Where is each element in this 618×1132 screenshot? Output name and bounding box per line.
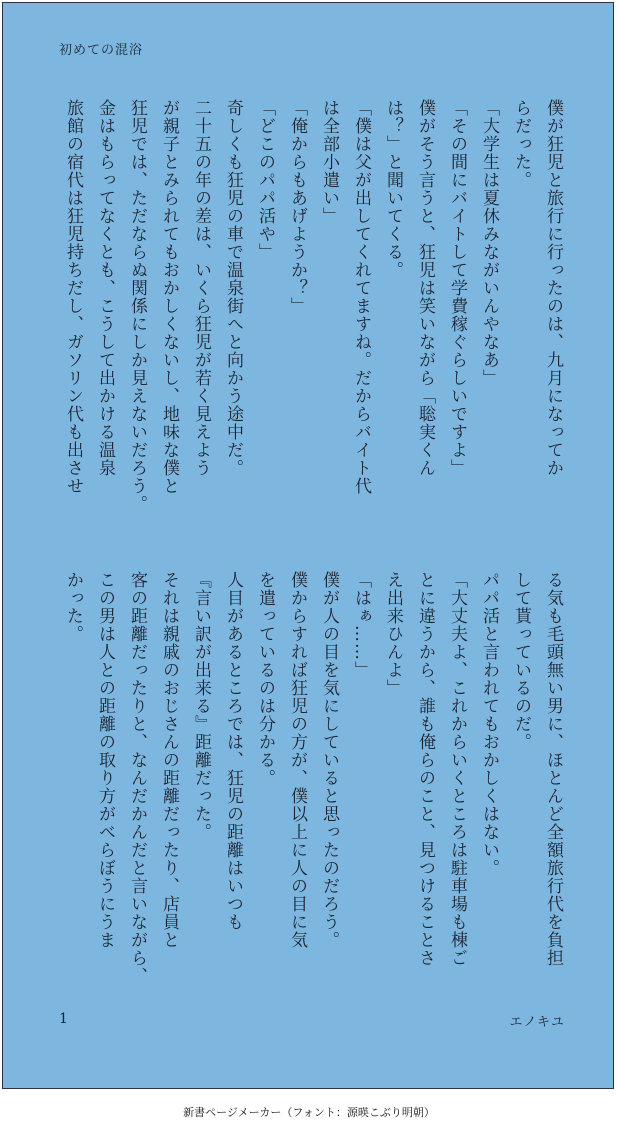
chapter-title: 初めての混浴	[59, 43, 144, 58]
text-column: え出来ひんよ」	[383, 571, 403, 697]
text-column: は全部小遣い」	[319, 99, 339, 225]
text-column: 僕からすれば狂児の方が、僕以上に人の目に気	[287, 571, 307, 949]
text-column: それは親戚のおじさんの距離だったり、店員と	[159, 571, 179, 949]
text-column: 客の距離だったりと、なんだかんだと言いながら、	[127, 571, 147, 985]
text-column: パパ活と言われてもおかしくはない。	[479, 571, 499, 877]
text-column: 二十五の年の差は、いくら狂児が若く見えよう	[191, 99, 211, 477]
text-column: 「大学生は夏休みながいんやなあ」	[479, 99, 499, 387]
text-column: かった。	[63, 571, 83, 643]
text-column: 狂児では、ただならぬ関係にしか見えないだろう。	[127, 99, 147, 513]
text-column: 『言い訳が出来る』距離だった。	[191, 571, 211, 841]
text-column: 「僕は父が出してくれてますね。だからバイト代	[351, 99, 371, 495]
text-block-top	[57, 99, 569, 539]
book-page	[2, 2, 614, 1089]
text-column: 僕が狂児と旅行に行ったのは、九月になってか	[543, 99, 563, 477]
text-column: 「その間にバイトして学費稼ぐらしいですよ」	[447, 99, 467, 477]
text-column: 「俺からもあげようか？」	[287, 99, 307, 315]
text-column: して貰っているのだ。	[511, 571, 531, 751]
text-block-bottom	[57, 571, 569, 991]
text-column: 奇しくも狂児の車で温泉街へと向かう途中だ。	[223, 99, 243, 477]
page-number: 1	[59, 1011, 68, 1027]
text-column: る気も毛頭無い男に、ほとんど全額旅行代を負担	[543, 571, 563, 967]
text-column: 「どこのパパ活や」	[255, 99, 275, 261]
generator-caption: 新書ページメーカー（フォント：源暎こぶり明朝）	[183, 1106, 435, 1119]
text-column: 人目があるところでは、狂児の距離はいつも	[223, 571, 243, 931]
text-column: を遣っているのは分かる。	[255, 571, 275, 787]
text-column: とに違うから、誰も俺らのこと、見つけることさ	[415, 571, 435, 967]
author-name: エノキユ	[509, 1015, 565, 1030]
text-column: 「大丈夫よ、これからいくところは駐車場も棟ご	[447, 571, 467, 967]
text-column: 僕が人の目を気にしていると思ったのだろう。	[319, 571, 339, 949]
text-column: は？」と聞いてくる。	[383, 99, 403, 279]
text-column: 旅館の宿代は狂児持ちだし、ガソリン代も出させ	[63, 99, 83, 495]
text-column: らだった。	[511, 99, 531, 189]
text-column: 金はもらってなくとも、こうして出かける温泉	[95, 99, 115, 477]
text-column: この男は人との距離の取り方がべらぼうにうま	[95, 571, 115, 949]
text-column: 「はぁ……」	[351, 571, 371, 679]
text-column: 僕がそう言うと、狂児は笑いながら「聡実くん	[415, 99, 435, 477]
text-column: が親子とみられてもおかしくないし、地味な僕と	[159, 99, 179, 495]
